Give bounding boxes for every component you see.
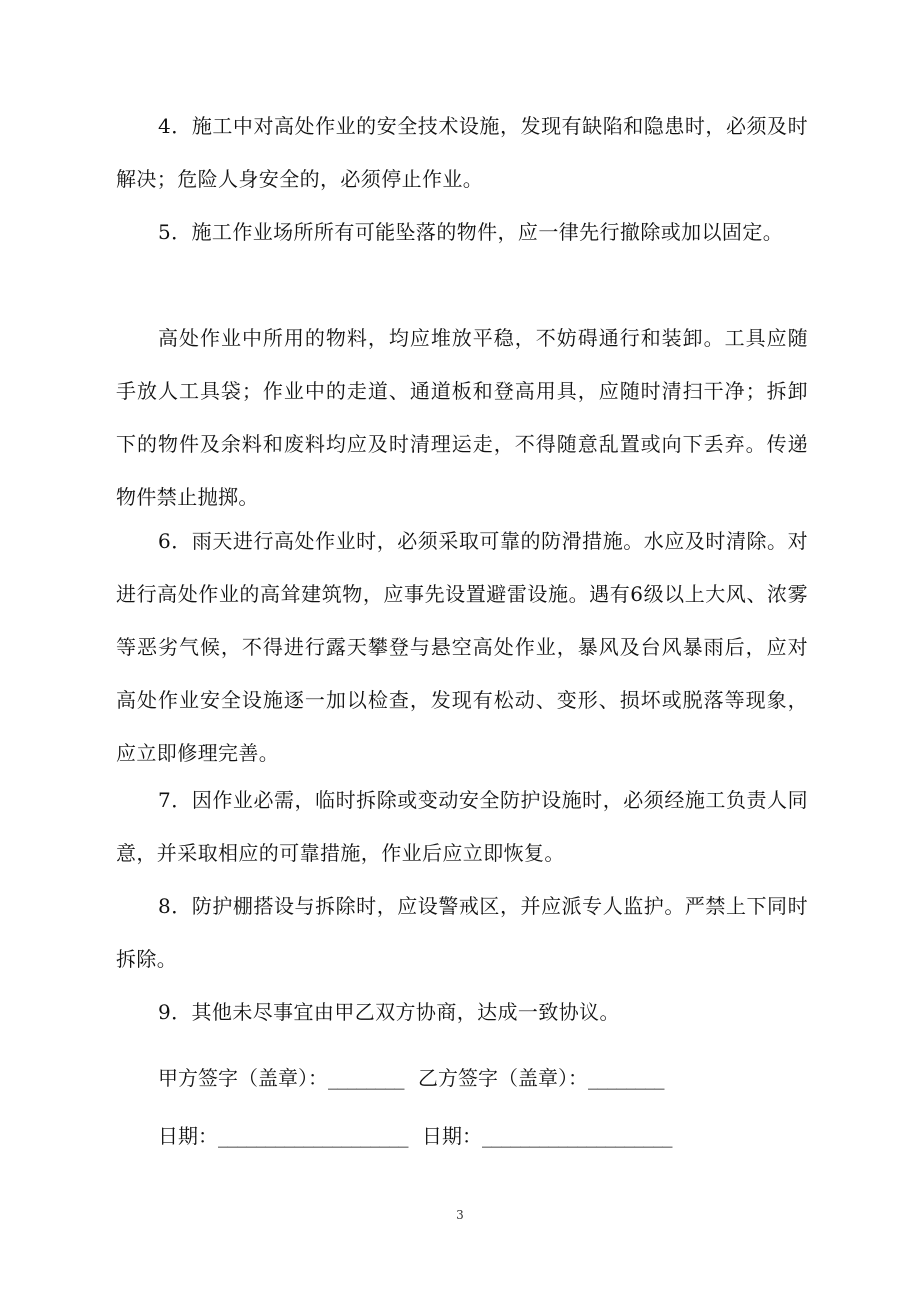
party-b-date-line: ____________________ <box>482 1124 672 1148</box>
date-row <box>158 1121 672 1151</box>
party-b-date-label: 日期： <box>422 1124 482 1148</box>
party-a-date-label: 日期： <box>158 1124 218 1148</box>
clause-4-paragraph: 4．施工中对高处作业的安全技术设施，发现有缺陷和隐患时，必须及时解决；危险人身安全的，必须停止作业。 <box>116 114 808 191</box>
materials-paragraph: 高处作业中所用的物料，均应堆放平稳，不妨碍通行和装卸。工具应随手放人工具袋；作业中的走道、通道板和登高用具，应随时清扫干净；拆卸下的物件及余料和废料均应及时清理运走，不得随意乱置或向下丢弃。传递物件禁止抛掷。 <box>116 326 808 509</box>
page-number: 3 <box>456 1208 464 1222</box>
signature-row <box>158 1063 664 1093</box>
party-a-signature-label: 甲方签字（盖章）： <box>158 1066 328 1090</box>
party-b-signature-line: ________ <box>588 1066 664 1090</box>
clause-8-paragraph: 8．防护棚搭设与拆除时，应设警戒区，并应派专人监护。严禁上下同时拆除。 <box>116 894 808 971</box>
party-a-date-line: ____________________ <box>218 1124 408 1148</box>
party-a-signature-line: ________ <box>328 1066 404 1090</box>
clause-7-paragraph: 7．因作业必需，临时拆除或变动安全防护设施时，必须经施工负责人同意，并采取相应的可靠措施，作业后应立即恢复。 <box>116 788 808 865</box>
clause-6-paragraph: 6．雨天进行高处作业时，必须采取可靠的防滑措施。水应及时清除。对进行高处作业的高耸建筑物，应事先设置避雷设施。遇有6级以上大风、浓雾等恶劣气候，不得进行露天攀登与悬空高处作业，暴风及台风暴雨后，应对高处作业安全设施逐一加以检查，发现有松动、变形、损坏或脱落等现象，应立即修理完善。 <box>116 529 808 765</box>
clause-9-paragraph: 9．其他未尽事宜由甲乙双方协商，达成一致协议。 <box>158 1000 620 1024</box>
clause-5-paragraph: 5．施工作业场所所有可能坠落的物件，应一律先行撤除或加以固定。 <box>158 220 784 244</box>
party-b-signature-label: 乙方签字（盖章）： <box>418 1066 588 1090</box>
